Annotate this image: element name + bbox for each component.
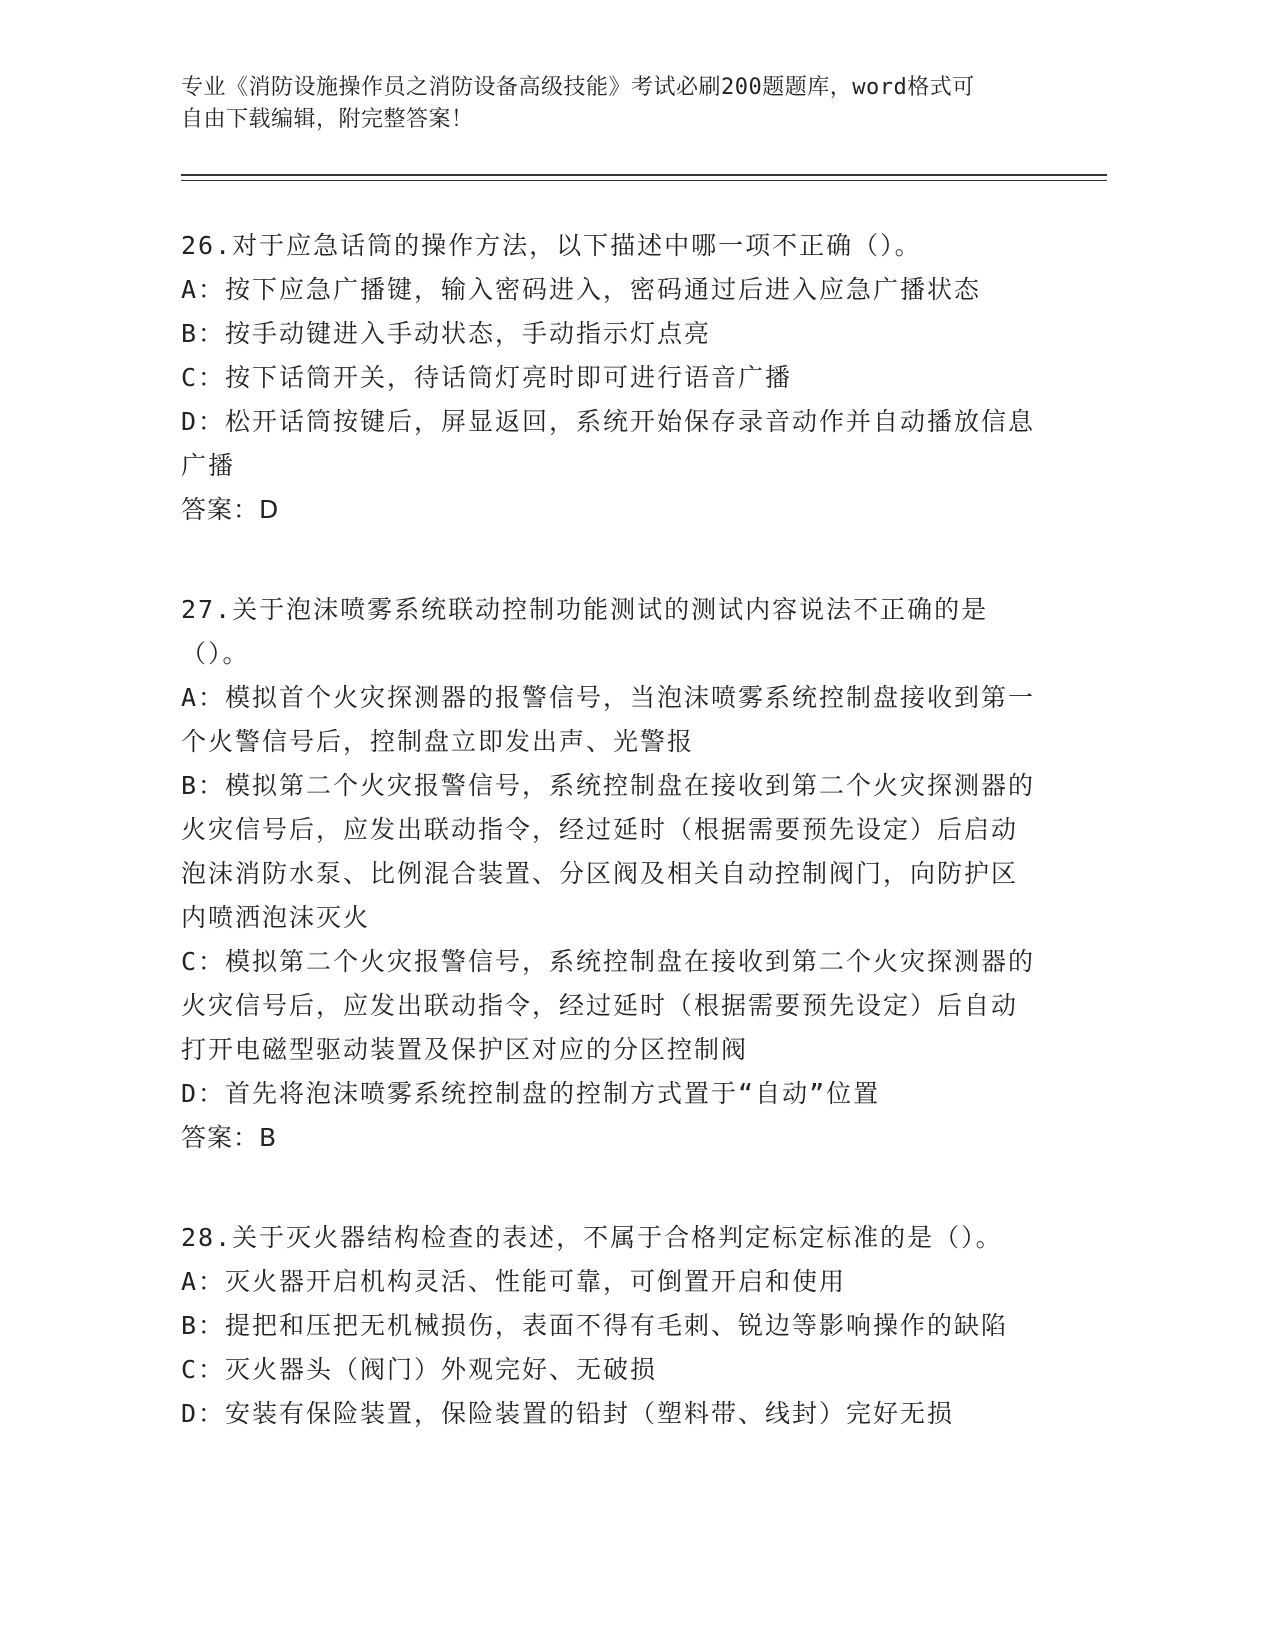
header-divider-thin	[181, 180, 1107, 181]
header-line-1: 专业《消防设施操作员之消防设备高级技能》考试必刷200题题库，word格式可	[181, 75, 975, 100]
header-line-2: 自由下载编辑，附完整答案！	[181, 107, 474, 132]
option-b: B：按手动键进入手动状态，手动指示灯点亮	[181, 319, 712, 348]
answer-label: 答案：B	[181, 1123, 278, 1152]
option-a: A：按下应急广播键，输入密码进入，密码通过后进入应急广播状态	[181, 275, 982, 304]
option-d: D：松开话筒按键后，屏显返回，系统开始保存录音动作并自动播放信息广播	[181, 407, 1036, 480]
option-a: A：模拟首个火灾探测器的报警信号，当泡沫喷雾系统控制盘接收到第一个火警信号后，控制盘立即发出声、光警报	[181, 683, 1036, 756]
question-stem: 27.关于泡沫喷雾系统联动控制功能测试的测试内容说法不正确的是（）。	[181, 595, 989, 668]
option-b: B：提把和压把无机械损伤，表面不得有毛刺、锐边等影响操作的缺陷	[181, 1311, 1009, 1340]
header-divider-thick	[181, 174, 1107, 176]
question-list	[181, 224, 1041, 1436]
option-c: C：灭火器头（阀门）外观完好、无破损	[181, 1355, 658, 1384]
header-note	[181, 72, 1041, 136]
question-26	[181, 224, 1041, 532]
question-stem: 26.对于应急话筒的操作方法，以下描述中哪一项不正确（）。	[181, 231, 922, 260]
option-c: C：按下话筒开关，待话筒灯亮时即可进行语音广播	[181, 363, 793, 392]
option-c: C：模拟第二个火灾报警信号，系统控制盘在接收到第二个火灾探测器的火灾信号后，应发出联动指令，经过延时（根据需要预先设定）后自动打开电磁型驱动装置及保护区对应的分区控制阀	[181, 947, 1036, 1064]
answer-label: 答案：D	[181, 495, 280, 524]
option-d: D：安装有保险装置，保险装置的铅封（塑料带、线封）完好无损	[181, 1399, 955, 1428]
option-a: A：灭火器开启机构灵活、性能可靠，可倒置开启和使用	[181, 1267, 847, 1296]
option-d: D：首先将泡沫喷雾系统控制盘的控制方式置于“自动”位置	[181, 1079, 881, 1108]
question-27	[181, 588, 1041, 1160]
question-28	[181, 1216, 1041, 1436]
question-stem: 28.关于灭火器结构检查的表述，不属于合格判定标定标准的是（）。	[181, 1223, 1003, 1252]
option-b: B：模拟第二个火灾报警信号，系统控制盘在接收到第二个火灾探测器的火灾信号后，应发出联动指令，经过延时（根据需要预先设定）后启动泡沫消防水泵、比例混合装置、分区阀及相关自动控制阀门，向防护区内喷洒泡沫灭火	[181, 771, 1036, 932]
